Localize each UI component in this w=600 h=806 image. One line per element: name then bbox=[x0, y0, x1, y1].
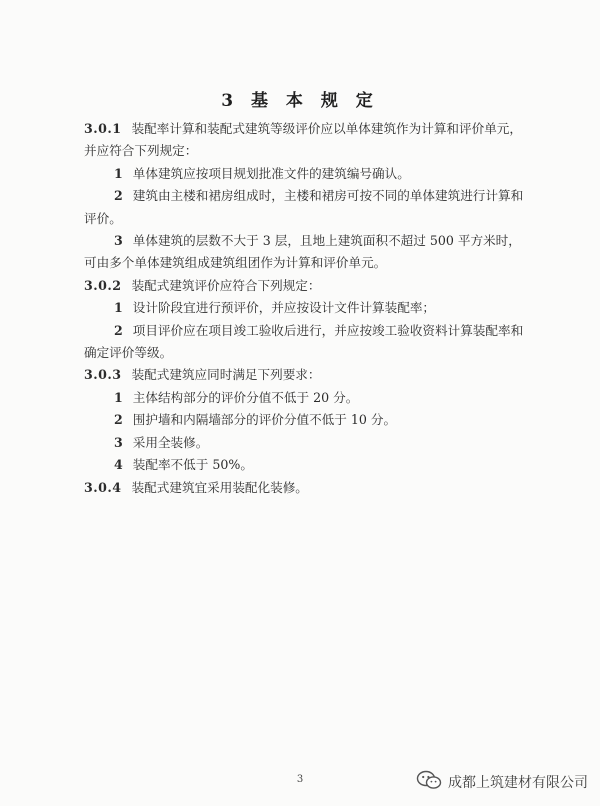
clause-item bbox=[84, 230, 524, 275]
watermark bbox=[416, 770, 588, 794]
clause-number: 3.0.1 bbox=[84, 121, 122, 136]
page-number: 3 bbox=[296, 774, 304, 785]
clause-number: 3.0.3 bbox=[84, 367, 122, 383]
watermark-text: 成都上筑建材有限公司 bbox=[448, 775, 588, 791]
item-number: 3 bbox=[114, 434, 123, 450]
item-text: 建筑由主楼和裙房组成时，主楼和裙房可按不同的单体建筑进行计算和评价。 bbox=[84, 188, 524, 226]
item-number: 3 bbox=[114, 233, 123, 249]
item-text: 围护墙和内隔墙部分的评价分值不低于 10 分。 bbox=[132, 412, 397, 428]
item-number: 2 bbox=[114, 412, 123, 428]
item-text: 项目评价应在项目竣工验收后进行，并应按竣工验收资料计算装配率和确定评价等级。 bbox=[84, 322, 524, 361]
item-number: 2 bbox=[114, 322, 123, 338]
item-number: 2 bbox=[114, 188, 123, 204]
clause-lead-text: 装配率计算和装配式建筑等级评价应以单体建筑作为计算和评价单元，并应符合下列规定： bbox=[84, 121, 522, 159]
chapter-title: 3 基 本 规 定 bbox=[221, 91, 379, 111]
item-text: 装配率不低于 50%。 bbox=[132, 457, 253, 473]
document-body bbox=[84, 118, 524, 499]
clause-item bbox=[84, 297, 524, 319]
item-number: 1 bbox=[114, 165, 123, 181]
item-number: 4 bbox=[114, 457, 123, 473]
clause-number: 3.0.4 bbox=[84, 479, 122, 495]
clause-3-0-3 bbox=[84, 364, 524, 386]
item-text: 主体结构部分的评价分值不低于 20 分。 bbox=[132, 389, 359, 405]
clause-item bbox=[84, 409, 524, 431]
clause-3-0-2 bbox=[84, 275, 524, 297]
clause-lead-text: 装配式建筑评价应符合下列规定： bbox=[131, 277, 321, 293]
item-text: 设计阶段宜进行预评价，并应按设计文件计算装配率； bbox=[132, 300, 436, 316]
clause-item bbox=[84, 185, 524, 230]
clause-item bbox=[84, 432, 524, 454]
clause-item bbox=[84, 320, 524, 365]
clause-3-0-1 bbox=[84, 118, 524, 163]
clause-3-0-4 bbox=[84, 477, 524, 499]
item-text: 单体建筑应按项目规划批准文件的建筑编号确认。 bbox=[132, 165, 410, 181]
clause-item bbox=[84, 387, 524, 409]
item-number: 1 bbox=[114, 389, 123, 405]
clause-lead-text: 装配式建筑应同时满足下列要求： bbox=[131, 367, 321, 383]
clause-lead-text: 装配式建筑宜采用装配化装修。 bbox=[131, 479, 308, 495]
item-number: 1 bbox=[114, 300, 123, 316]
wechat-icon bbox=[416, 770, 442, 794]
clause-item bbox=[84, 163, 524, 185]
item-text: 单体建筑的层数不大于 3 层，且地上建筑面积不超过 500 平方米时，可由多个单体建筑组成建筑组团作为计算和评价单元。 bbox=[84, 233, 521, 271]
clause-item bbox=[84, 454, 524, 476]
item-text: 采用全装修。 bbox=[132, 434, 209, 450]
clause-number: 3.0.2 bbox=[84, 277, 122, 293]
